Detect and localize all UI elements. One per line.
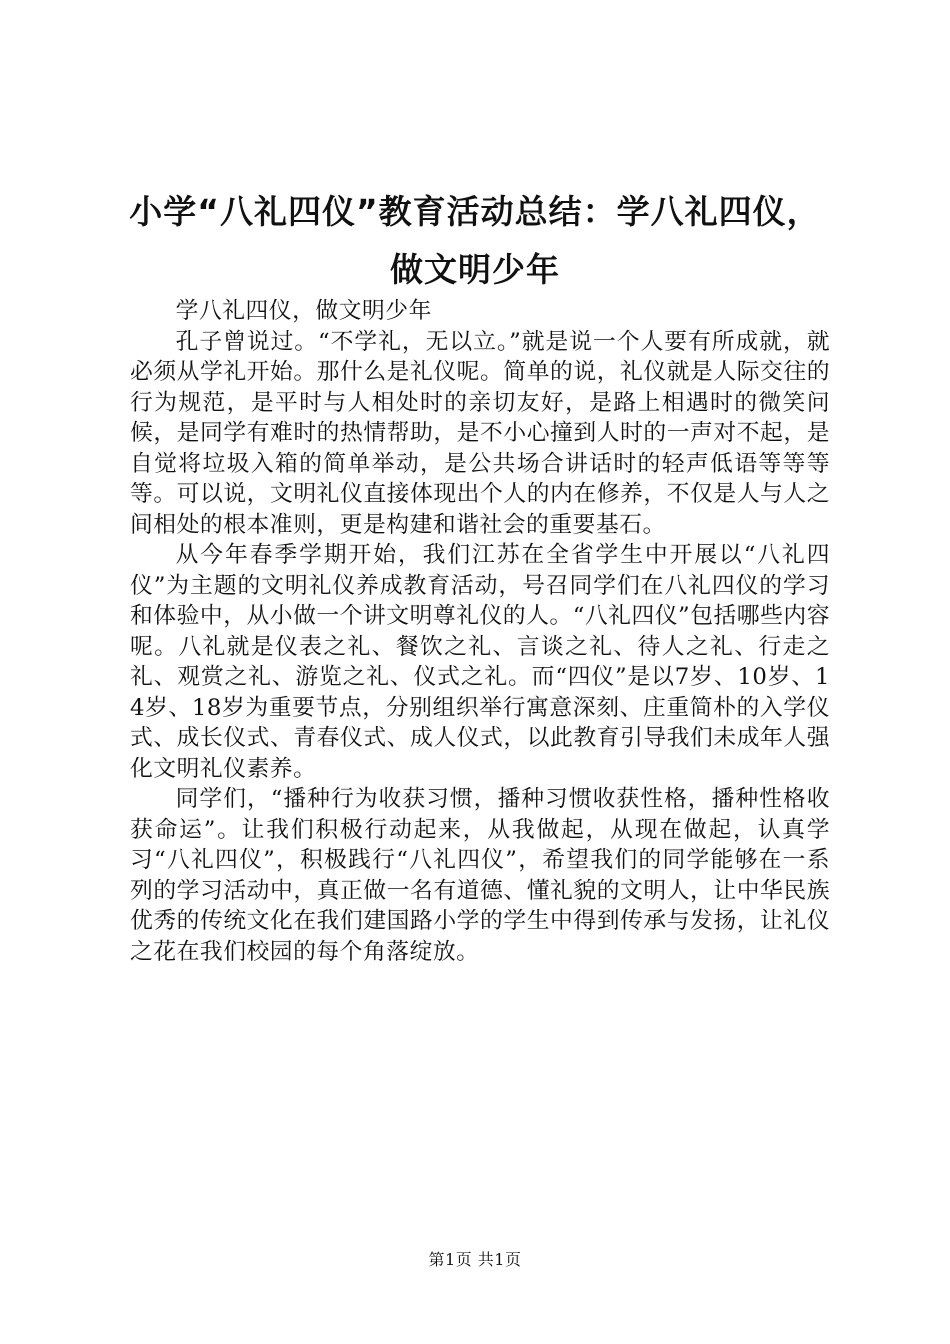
body-paragraph: 同学们，“播种行为收获习惯，播种习惯收获性格，播种性格收获命运”。让我们积极行动起来，从我做起，从现在做起，认真学习“八礼四仪”，积极践行“八礼四仪”，希望我们的同学能够在一系列的学习活动中，真正做一名有道德、懂礼貌的文明人，让中华民族优秀的传统文化在我们建国路小学的学生中得到传承与发扬，让礼仪之花在我们校园的每个角落绽放。 <box>130 786 830 965</box>
body-paragraph: 从今年春季学期开始，我们江苏在全省学生中开展以“八礼四仪”为主题的文明礼仪养成教育活动，号召同学们在八礼四仪的学习和体验中，从小做一个讲文明尊礼仪的人。“八礼四仪”包括哪些内容呢。八礼就是仪表之礼、餐饮之礼、言谈之礼、待人之礼、行走之礼、观赏之礼、游览之礼、仪式之礼。而“四仪”是以7岁、10岁、14岁、18岁为重要节点，分别组织举行寓意深刻、庄重简朴的入学仪式、成长仪式、青春仪式、成人仪式，以此教育引导我们未成年人强化文明礼仪素养。 <box>130 542 830 782</box>
body-paragraph: 孔子曾说过。“不学礼，无以立。”就是说一个人要有所成就，就必须从学礼开始。那什么是礼仪呢。简单的说，礼仪就是人际交往的行为规范，是平时与人相处时的亲切友好，是路上相遇时的微笑问候，是同学有难时的热情帮助，是不小心撞到人时的一声对不起，是自觉将垃圾入箱的简单举动，是公共场合讲话时的轻声低语等等等等。可以说，文明礼仪直接体现出个人的内在修养，不仅是人与人之间相处的根本准则，更是构建和谐社会的重要基石。 <box>130 328 830 538</box>
document-title-line-2: 做文明少年 <box>390 250 560 289</box>
document-body <box>130 296 830 967</box>
page-footer: 第1页 共1页 <box>428 1250 522 1269</box>
subtitle-paragraph: 学八礼四仪，做文明少年 <box>175 298 432 324</box>
document-title-line-1: 小学“八礼四仪”教育活动总结：学八礼四仪， <box>129 192 821 231</box>
